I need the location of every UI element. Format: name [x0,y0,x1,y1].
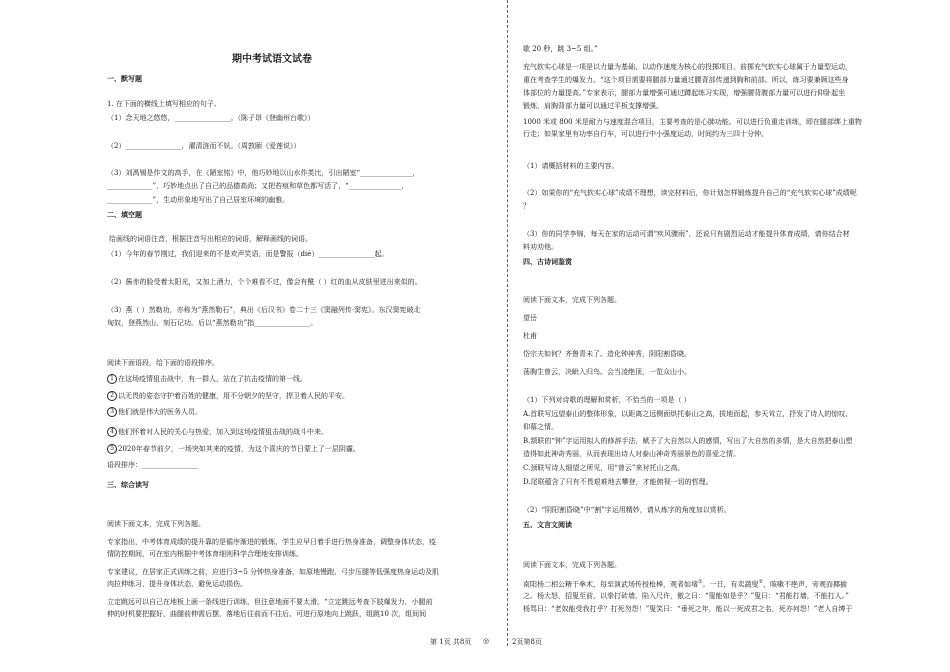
paragraph: 肉拉伸练习，提升身体状态，避免运动损伤。 [107,580,247,588]
paragraph: 之。杨大怒，招叟至前，以拳打砖墙，陷入尺许，傲之曰：“叟能如是乎？”叟曰：“君能打墙，不能打人。” [523,592,849,600]
option-c: C.颈联写诗人细望之所见，用“曾云”来衬托山之高。 [523,464,685,472]
paragraph: 行走；如果家里有功率自行车，可以进行中小强度运动，时间约为三四十分钟。 [523,130,768,138]
question-text: _____________”，巧妙地点出了自己的品德高尚；又把苔痕和草色都写活了，“_______________， [107,182,409,190]
circled-number: 5 [107,444,117,454]
paragraph: 重在考查学生的爆发力。“这个项目需要将腿部力量通过腰背部传递到胸和前部。所以，练习要兼顾这些身 [523,76,849,84]
poem-title: 望岳 [523,314,537,322]
page-number: 2页第8页 [512,638,542,646]
question-text: （1）今年的春节刚过，我们迎来的不是欢声笑语，而是警报（dié）________________起。 [107,250,389,258]
circled-number: 4 [107,427,117,437]
question-text: 给画线的词语注音，根据注音写出相应的词语，解释画线的词语。 [109,235,312,243]
page-title: 期中考试语文试卷 [232,54,312,65]
question-text: （1）下列对诗歌的理解和赏析，不恰当的一项是（ ） [523,396,691,404]
question-text: （2）酱赤的脸受着太阳光，又加上酒力，个个难看不过，像会有酰（ ）红的血从皮肤里迸出来似的。 [107,278,422,286]
paragraph: 体部位的力量提高。”专家表示，腿部力量增强可通过蹲起练习实现，增强腰背腹部力量可以进行仰卧起坐 [523,89,846,97]
paragraph: 锻炼，肩胸背部力量可以通过平板支撑增强。 [523,102,663,110]
paragraph: 歇 20 秒，跳 3~5 组。” [523,45,598,53]
question-text: （1）请概括材料的主要内容。 [523,162,619,170]
poem-author: 杜甫 [523,332,537,340]
list-item: 4 他们怀着对人民的关心与热爱，加入到这场疫情狙击战的战斗中来。 [107,427,487,438]
paragraph: 杨骂曰：“老奴能受我打乎？打死勿怨！”叟笑曰：“垂死之年，能以一死成君之名，死亦何怨！”老人自缚于 [523,605,853,613]
circled-number: 1 [107,374,117,384]
paragraph: 情防控期间，可在室内根据中考体育细则科学合理地安排训练。 [107,550,303,558]
question-text: （1）念天地之悠悠，________________。（陈子昂《登幽州台歌》） [107,114,315,122]
option-a: 仰慕之情。 [523,423,558,431]
option-b: B.颔联的“钟”字运用拟人的修辞手法，赋予了大自然以人的感情，写出了大自然的多情，是大自然把泰山塑 [523,437,853,445]
question-text: 1. 在下面的横线上填写相应的句子。 [107,100,221,108]
page-number: 第 1页 共8页 [430,638,472,646]
question-text: 阅读下面文本，完成下列各题。 [107,520,205,528]
paragraph: 伸的时机要把握好，曲腿前伸需后摆，落地后往前而不往后。可进行原地向上跳跃，组跳10 次，组间间 [107,610,427,618]
section-heading: 五、文言文阅读 [523,520,572,529]
paragraph: 立定跳远可以自己在地板上画一条线进行训练，但注意地面不要太滑。“立定跳远考查下肢爆发力，小腿前 [107,598,433,606]
poem-line: 岱宗夫如何？齐鲁青未了。造化钟神秀，阴阳割昏晓。 [523,350,691,358]
question-text: （2）如果你的“充气软实心球”成绩不理想，读完材料后，你计划怎样锻炼提升自己的“充气软实心球”成绩呢 [523,189,857,197]
option-a: A.首联写远望泰山的整体形象，以距离之远侧面烘托泰山之高，拔地而起，参天耸立，抒发了诗人的惊叹、 [523,410,853,418]
option-b: 造得如此神奇秀丽，从而表现出诗人对泰山神奇秀丽景色的喜爱之情。 [523,450,740,458]
paragraph: 专家指出，中考体育成绩的提升靠的是循序渐进的锻炼，学生应早日着手进行热身准备，调整身体状态，疫 [107,538,436,546]
section-heading: 三、综合读写 [107,480,149,489]
paragraph: 1000 米或 800 米是耐力与速度混合项目，主要考查的是心肺功能。可以进行负重走训练，即在腿部绑上重物 [523,118,862,126]
section-heading: 一、默写题 [107,74,142,83]
question-text: （2）________________，濯清涟而不妖。（周敦颐《爱莲说》） [107,142,301,150]
section-heading: 四、古诗词鉴赏 [523,257,572,266]
column-divider [507,0,508,646]
question-text: 匈奴，登燕然山，刻石记功。后以“燕然勒功”指________________。 [107,319,318,327]
left-column [107,0,490,672]
question-text: （3）燕（ ）然勒功，亦称为“燕然勒石”，典出《后汉书》卷二十三《窦融列传·窦宪》。东汉窦宪破北 [107,306,421,314]
paragraph: 充气软实心球是一项是以力量为基础、以动作速度为核心的投掷项目，前掷充气软实心球属于力量型运动， [523,63,852,71]
paragraph: 专家建议，在居家正式训练之前，应进行3~5 分钟热身准备，如原地慢跑、弓步压腿等低强度热身运动及肌 [107,568,439,576]
list-item: 3 他们就是伟大的医务人员。 [107,407,487,418]
question-text: _____________”，生动形象地写出了自己居室环境的幽雅。 [107,196,290,204]
question-text: 语段排序：________________ [107,461,198,469]
question-text: 阅读下面语段，给下面的语段排序。 [107,359,219,367]
question-text: ？ [523,202,530,210]
paragraph: 南阳杨二相公精于拳术，每至演武场传授枪棒，观者如堵①。一日，有卖蔬叟②，咳嗽不绝声，旁观而揶揄 [523,579,847,589]
list-item: 2 以无畏的姿态守护着百姓的健康，用不分朝夕的坚守，捍卫着人民的平安。 [107,391,487,402]
list-item: 5 2020年春节前夕，一场突如其来的疫情，为这个喜庆的节日蒙上了一层阴霾。 [107,444,487,455]
question-text: 料劝劝他。 [523,243,558,251]
footer-mark: ◎ [483,637,490,645]
question-text: （2）“阴阳割昏晓”中“割”字运用精妙，请从炼字的角度加以赏析。 [523,506,731,514]
question-text: （3）刘禹锡是作文的高手，在《陋室铭》中，他巧妙地以山水作类比，引出陋室“_______________， [107,169,420,177]
question-text: 阅读下面文本，完成下列各题。 [523,296,621,304]
list-item: 1 在这场疫情狙击战中，有一群人，站在了抗击疫情的第一线。 [107,374,487,385]
poem-line: 荡胸生曾云，决眦入归鸟。会当凌绝顶，一览众山小。 [523,368,691,376]
question-text: （3）你的同学李锦，每天在家的运动可谓“疾风骤雨”，还说只有剧烈运动才能提升体育成绩，请你结合材 [523,230,850,238]
right-column [523,0,903,672]
option-d: D.尾联蕴含了只有不畏艰难地去攀登，才能俯视一切的哲理。 [523,478,713,486]
circled-number: 2 [107,391,117,401]
circled-number: 3 [107,407,117,417]
section-heading: 二、填空题 [107,210,142,219]
question-text: 阅读下面文本，完成下列各题。 [523,561,621,569]
